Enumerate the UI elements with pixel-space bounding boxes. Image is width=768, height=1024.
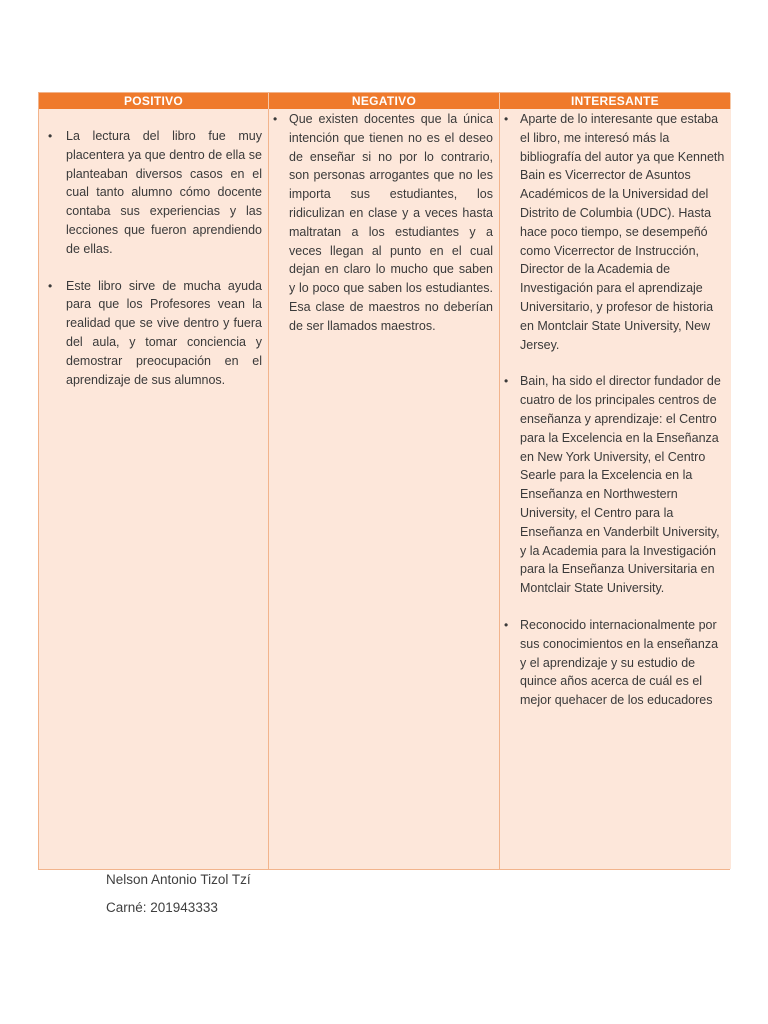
bullet-icon: •: [504, 374, 509, 389]
negativo-text-1: Que existen docentes que la única intención que tienen no es el deseo de enseñar si no por lo contrario, son personas arrogantes que no les importa sus estudiantes, los ridiculizan en clase y a veces hasta maltratan a los estudiantes y a veces llegan al punto en el cual dejan en claro lo mucho que saben y lo poco que saben los estudiantes. Esa clase de maestros no deberían de ser llamados maestros.: [289, 112, 493, 333]
list-item: [48, 127, 262, 259]
list-item: [504, 616, 725, 710]
author-carne: Carné: 201943333: [106, 900, 218, 915]
header-interesante: INTERESANTE: [500, 93, 731, 109]
bullet-icon: •: [273, 112, 278, 126]
header-positivo: POSITIVO: [39, 93, 269, 109]
interesante-text-3: Reconocido internacionalmente por sus conocimientos en la enseñanza y el aprendizaje y su estudio de quince años acerca de cuál es el mejor quehacer de los educadores: [520, 617, 719, 708]
list-item: [48, 277, 262, 390]
cell-positivo: [39, 109, 269, 869]
positivo-text-1: La lectura del libro fue muy placentera ya que dentro de ella se planteaban diversos casos en el cual tanto alumno cómo docente contaba sus experiencias y las lecciones que fueron aprendiendo de ellas.: [66, 129, 262, 256]
interesante-text-1: Aparte de lo interesante que estaba el libro, me interesó más la bibliografía del autor ya que Kenneth Bain es Vicerrector de Asuntos Académicos de la Universidad del Distrito de Columbia (UDC). Hasta hace poco tiempo, se desempeñó como Vicerrector de Instrucción, Director de la Academia de Investigación para el aprendizaje Universitario, y profesor de historia en Montclair State University, New Jersey.: [520, 112, 725, 352]
interesante-list: [500, 109, 731, 710]
cell-interesante: [500, 109, 731, 869]
pni-table: [38, 92, 730, 870]
list-item: [273, 110, 493, 336]
list-item: [504, 372, 725, 598]
bullet-icon: •: [48, 129, 53, 143]
bullet-icon: •: [504, 112, 509, 126]
bullet-icon: •: [48, 278, 53, 293]
list-item: [504, 110, 725, 354]
bullet-icon: •: [504, 617, 509, 632]
cell-negativo: [269, 109, 500, 869]
interesante-text-2: Bain, ha sido el director fundador de cuatro de los principales centros de enseñanza y aprendizaje: el Centro para la Excelencia en la Enseñanza en New York University, el Centro Searle para la Excelencia en la Enseñanza en Northwestern University, el Centro para la Enseñanza en Vanderbilt University, y la Academia para la Investigación para la Enseñanza Universitaria en Montclair State University.: [520, 374, 721, 596]
positivo-text-2: Este libro sirve de mucha ayuda para que los Profesores vean la realidad que se vive dentro y fuera del aula, y tomar conciencia y demostrar preocupación en el aprendizaje de sus alumnos.: [66, 278, 262, 387]
negativo-list: [269, 109, 499, 336]
positivo-list: [39, 109, 268, 389]
header-negativo: NEGATIVO: [269, 93, 500, 109]
author-name: Nelson Antonio Tizol Tzí: [106, 872, 251, 887]
